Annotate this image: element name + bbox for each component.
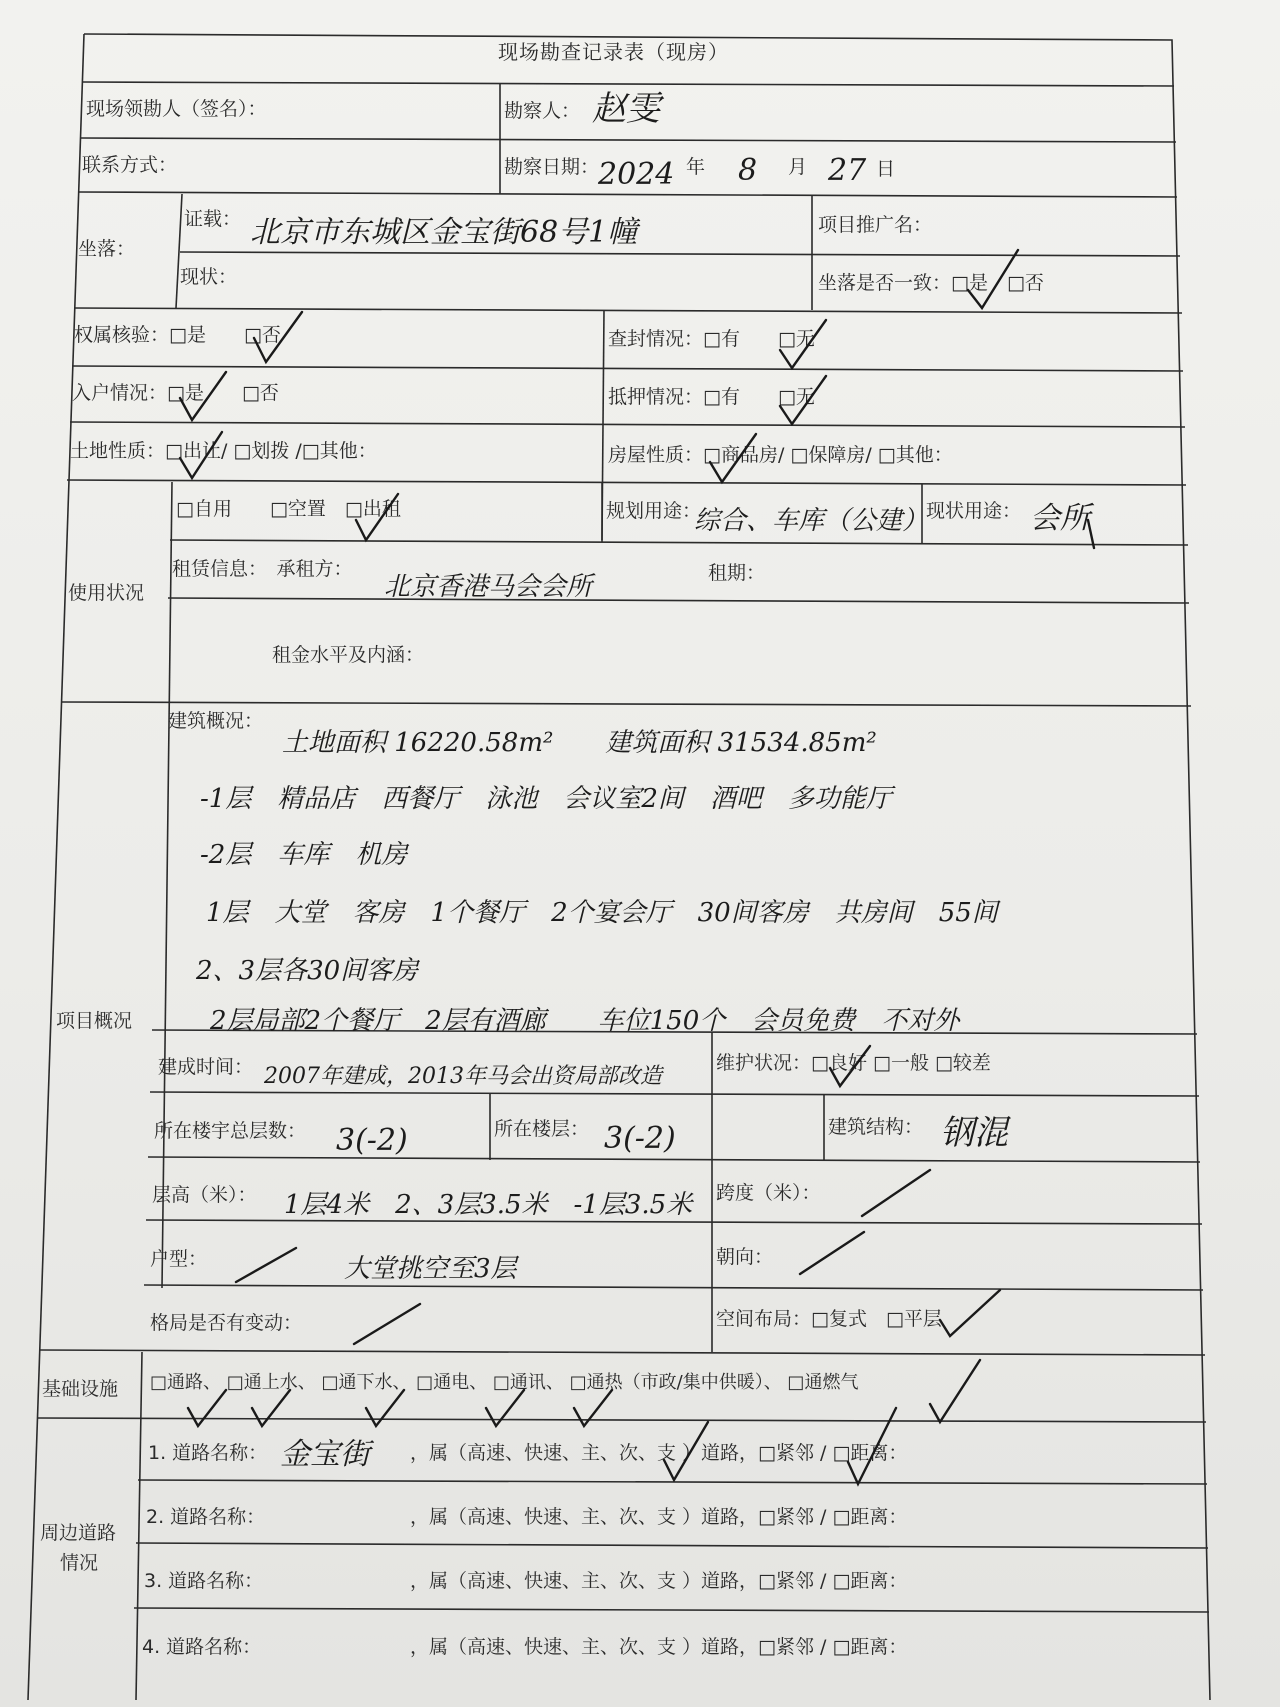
road-1-name-label: 1. 道路名称：: [148, 1442, 268, 1464]
structure-label: 建筑结构：: [828, 1116, 924, 1138]
overview-line-1: 土地面积 16220.58m² 建筑面积 31534.85m²: [282, 728, 877, 758]
road-4-name-label: 4. 道路名称：: [142, 1636, 262, 1658]
height-value: 1层4米 2、3层3.5米 -1层3.5米: [284, 1190, 693, 1220]
overview-line-6: 2层局部2个餐厅 2层有酒廊 车位150个 会员免费 不对外: [210, 1006, 960, 1036]
unit-type-label: 户型：: [150, 1248, 208, 1270]
road-1-type: ，属（高速、快速、主、次、支 ）道路，□紧邻 / □距离：: [410, 1442, 908, 1464]
usage-options: □自用 □空置 □出租: [176, 498, 401, 520]
lessee-value: 北京香港马会会所: [384, 572, 593, 602]
building-overview-label: 建筑概况：: [168, 710, 264, 732]
lease-term-label: 租期：: [708, 562, 766, 584]
build-time-value: 2007年建成，2013年马会出资局部改造: [264, 1064, 662, 1089]
location-consistent-check: 坐落是否一致：□是 □否: [818, 272, 1044, 294]
current-use-label: 现状用途：: [926, 500, 1022, 522]
total-floors-value: 3(-2): [336, 1123, 408, 1158]
ownership-check: 权属核验：□是 □否: [74, 324, 281, 346]
contact-label: 联系方式：: [82, 154, 178, 176]
surveyor-label: 勘察人：: [504, 100, 581, 122]
unit-type-value: 大堂挑空至3层: [344, 1254, 517, 1284]
survey-date-label: 勘察日期：: [504, 156, 600, 178]
road-2-name-label: 2. 道路名称：: [146, 1506, 266, 1528]
overview-line-3: -2层 车库 机房: [200, 840, 408, 870]
month-unit: 月: [788, 156, 808, 178]
certificate-label: 证载：: [184, 208, 242, 230]
span-label: 跨度（米）：: [716, 1182, 821, 1204]
occupancy-check: 入户情况：□是 □否: [72, 382, 279, 404]
overview-line-4: 1层 大堂 客房 1个餐厅 2个宴会厅 30间客房 共房间 55间: [206, 898, 998, 928]
certificate-address: 北京市东城区金宝街68号1幢: [250, 215, 638, 250]
seizure-check: 查封情况：□有 □无: [608, 328, 815, 350]
build-time-label: 建成时间：: [158, 1056, 254, 1078]
survey-date-day: 27: [828, 153, 867, 188]
structure-value: 钢混: [940, 1113, 1008, 1153]
floor-value: 3(-2): [604, 1121, 676, 1156]
overview-line-5: 2、3层各30间客房: [196, 956, 419, 986]
location-label: 坐落：: [78, 238, 136, 260]
roads-section-label-2: 情况: [60, 1552, 99, 1574]
road-4-type: ，属（高速、快速、主、次、支 ）道路，□紧邻 / □距离：: [410, 1636, 908, 1658]
orientation-label: 朝向：: [716, 1246, 774, 1268]
rent-label: 租金水平及内涵：: [272, 644, 425, 666]
project-section-label: 项目概况: [56, 1010, 133, 1032]
road-1-name-value: 金宝街: [280, 1437, 370, 1472]
land-nature-check: 土地性质：□出让/ □划拨 /□其他：: [70, 440, 377, 462]
maintenance-check: 维护状况：□良好 □一般 □较差: [716, 1052, 991, 1074]
roads-section-label-1: 周边道路: [40, 1522, 117, 1544]
height-label: 层高（米）：: [152, 1184, 257, 1206]
planned-use-value: 综合、车库（公建）: [694, 506, 929, 536]
road-2-type: ，属（高速、快速、主、次、支 ）道路，□紧邻 / □距离：: [410, 1506, 908, 1528]
floor-label: 所在楼层：: [494, 1118, 590, 1140]
survey-date-month: 8: [738, 153, 758, 188]
day-unit: 日: [876, 158, 896, 180]
field-supervisor-label: 现场领勘人（签名）：: [86, 98, 267, 120]
total-floors-label: 所在楼宇总层数：: [154, 1120, 307, 1142]
current-use-value: 会所: [1030, 501, 1090, 536]
usage-section-label: 使用状况: [68, 582, 145, 604]
house-nature-check: 房屋性质：□商品房/ □保障房/ □其他：: [608, 444, 953, 466]
planned-use-label: 规划用途：: [606, 500, 702, 522]
form-title: 现场勘查记录表（现房）: [498, 40, 729, 64]
space-layout-check: 空间布局：□复式 □平层: [716, 1308, 942, 1330]
survey-date-year: 2024: [598, 157, 675, 192]
infrastructure-items: □通路、 □通上水、 □通下水、 □通电、 □通讯、 □通热（市政/集中供暖）、 □通燃气: [150, 1372, 859, 1393]
mortgage-check: 抵押情况：□有 □无: [608, 386, 815, 408]
project-name-label: 项目推广名：: [818, 214, 933, 236]
road-3-type: ，属（高速、快速、主、次、支 ）道路，□紧邻 / □距离：: [410, 1570, 908, 1592]
surveyor-signature: 赵雯: [592, 89, 660, 129]
lease-info-label: 租赁信息： 承租方：: [172, 558, 353, 580]
road-3-name-label: 3. 道路名称：: [144, 1570, 264, 1592]
overview-line-2: -1层 精品店 西餐厅 泳池 会议室2间 酒吧 多功能厅: [200, 784, 892, 814]
year-unit: 年: [686, 156, 706, 178]
infrastructure-label: 基础设施: [42, 1378, 119, 1400]
current-location-label: 现状：: [180, 266, 238, 288]
layout-change-label: 格局是否有变动：: [150, 1312, 303, 1334]
